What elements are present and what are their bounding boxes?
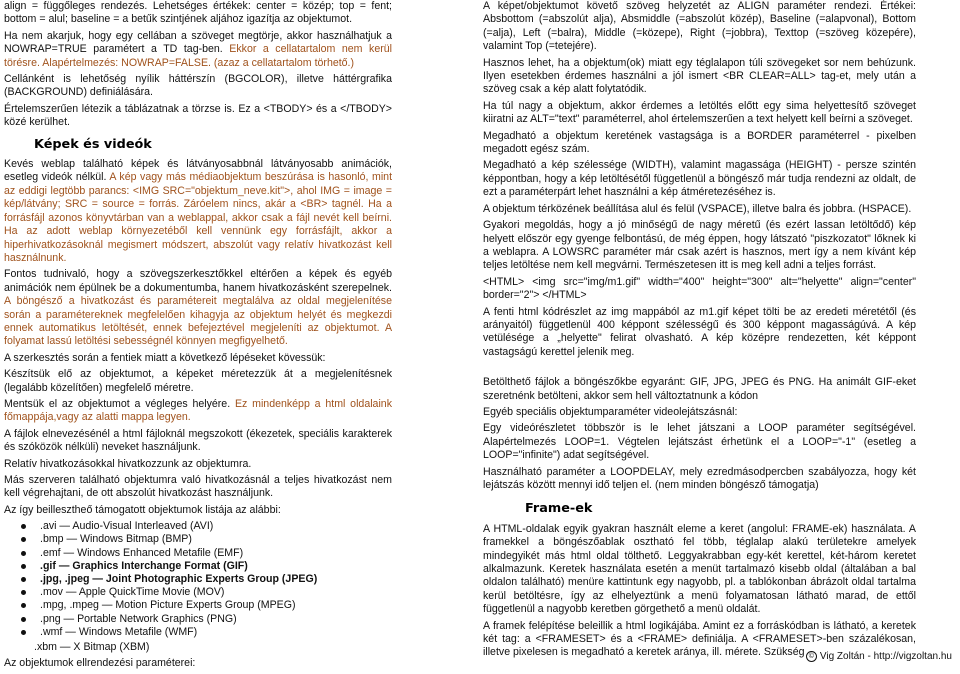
paragraph-tbody: Értelemszerűen létezik a táblázatnak a törzse is. Ez a <TBODY> és a </TBODY> közé kerülhet.: [4, 102, 392, 129]
format-list-item: .mov — Apple QuickTime Movie (MOV): [40, 586, 392, 599]
paragraph-width-height: Megadható a kép szélessége (WIDTH), valamint magassága (HEIGHT) - persze szintén képpontban, hogy a kép letöltésétől függetlenül a böngésző már tudja rendezni az oldalt, de ezt a paraméterpárt lehet használni a kép átméretezéséhez is.: [483, 159, 916, 199]
paragraph-align-param: A képet/objektumot követő szöveg helyzetét az ALIGN paraméter rendezi. Értékei: Absbottom (=abszolút alja), Absmiddle (=abszolút közép), Baseline (=alapvonal), Bottom (=alja), Left (=balra), Middle (=közepe), Right (=jobbra), Texttop (=szöveg közepére), valamint Top (=tetejére).: [483, 0, 916, 53]
bullet-icon: [21, 564, 26, 569]
supported-formats-list: [4, 520, 392, 639]
paragraph-linking: Fontos tudnivaló, hogy a szövegszerkesztőkkel eltérően a képek és egyéb animációk nem épülnek be a dokumentumba, hanem hivatkozásként szerepelnek. A böngésző a hivatkozást és paramétereit megtalálva az oldal megjelenítése során a paramétereknek megfelelően kihagyja az objektum helyét és megkezdi ennek automatikus letöltését, ennek befejeztével megjeleníti az objektumot. A folyamat lassú letöltési sebességnél könnyen megfigyelhető.: [4, 268, 393, 348]
paragraph-absolute-links: Más szerveren található objektumra való hivatkozásnál a teljes hivatkozást nem kell végrehajtani, de ott abszolút hivatkozást használjunk.: [4, 474, 392, 500]
paragraph-bgcolor: Cellánként is lehetőség nyílik háttérszín (BGCOLOR), illetve háttérgrafika (BACKGROUND) definiálására.: [4, 73, 392, 99]
code-example: <HTML> <img src="img/m1.gif" width="400" height="300" alt="helyette" align="center" border="2"> </HTML>: [483, 275, 916, 302]
bullet-icon: [21, 617, 26, 622]
bullet-icon: [21, 524, 26, 529]
paragraph-loop: Egy videórészletet többször is le lehet játszani a LOOP paraméter segítségével. Alapértelmezés LOOP=1. Végtelen lejátszást érhetünk el a LOOP="-1" (esetleg a LOOP="infinite") adat segítségével.: [483, 422, 916, 462]
format-list-item: .emf — Windows Enhanced Metafile (EMF): [40, 547, 392, 560]
format-list-item: .jpg, .jpeg — Joint Photographic Experts Group (JPEG): [40, 573, 392, 586]
paragraph-steps-intro: A szerkesztés során a fentiek miatt a következő lépéseket kövessük:: [4, 351, 326, 364]
paragraph-layout-params: Az objektumok ellrendezési paraméterei:: [4, 657, 196, 670]
paragraph-save-object: Mentsük el az objektumot a végleges helyére. Ez mindenképp a html oldalaink főmappája,vagy az alatti mappa legyen.: [4, 397, 392, 424]
left-column: [4, 0, 392, 674]
paragraph-code-explanation: A fenti html kódrészlet az img mappából az m1.gif képet tölti be az eredeti méretétől (és arányaitól) függetlenül 400 képpont szélességű és 300 képpont magasságúvá. A kép vetülésége a „helyette" felirat olvasható. A kép középre rendezetten, két képpont vastagságú kerettel jelenik meg.: [483, 305, 916, 358]
copyright-icon: ©: [806, 651, 817, 662]
format-list-item: .png — Portable Network Graphics (PNG): [40, 613, 392, 626]
bullet-icon: [21, 630, 26, 635]
paragraph-alt-text: Ha túl nagy a objektum, akkor érdemes a letöltés előtt egy sima helyettesítő szöveget kiiratni az ALT="text" paraméterrel, ahol értelemszerűen a text helyett kell beírni a szöveget.: [483, 99, 916, 126]
paragraph-frameset: A framek felépítése beleillik a html logikájába. Amint ez a forráskódban is látható, a keretek két tag: a <FRAMESET> és a <FRAME> definiálja. A <FRAMESET>-ben százalékosan, illetve pixelesen is megadható a keretek aránya, ill. mérete. Szükség: [483, 619, 916, 659]
paragraph-nowrap: [4, 30, 392, 70]
bullet-icon: [21, 603, 26, 608]
paragraph-br-clear: Hasznos lehet, ha a objektum(ok) miatt egy téglalapon túli szövegeket sor nem behúzunk. Ilyen esetekben érdemes használni a jól ismert <BR CLEAR=ALL> tag-et, mely után a szöveg csak a kép alatt folytatódik.: [483, 56, 916, 96]
paragraph-img-tag: Kevés weblap található képek és látványosabbnál látványosabb animációk, esetleg videók nélkül. A kép vagy más médiaobjektum beszúrása is hasonló, mint az eddigi legtöbb parancs: <IMG SRC="objektum_neve.kit">, ahol IMG = image = kép/látvány; SRC = source = forrás. Záróelem nincs, akár a <BR> tagnél. Ha a forrásfájl azonos könyvtárban van a weblappal, akkor csak a fájl nevét kell beírni. Ha az adott weblap környezetéből kell vennünk egy forrásfájlt, akkor a hiperhivatkozásoknál megismert módszert, abszolút vagy relatív hivatkozást kell használnunk.: [4, 158, 393, 264]
format-list-item: .avi — Audio-Visual Interleaved (AVI): [40, 520, 392, 533]
paragraph-relative-links: Relatív hivatkozásokkal hivatkozzunk az objektumra.: [4, 457, 252, 470]
heading-frames: Frame-ek: [525, 501, 593, 517]
paragraph-loopdelay: Használható paraméter a LOOPDELAY, mely ezredmásodpercben szabályozza, hogy két lejátszás között mennyi idő teljen el. (nem minden böngésző támogatja): [483, 465, 916, 491]
paragraph-valign: align = függőleges rendezés. Lehetséges értékek: center = közép; top = fent; bottom = alul; baseline = a betűk szintjének aljához igazítja az objektumot.: [4, 0, 392, 26]
heading-images-videos: Képek és videók: [34, 136, 152, 152]
footer-credit: [806, 651, 952, 662]
paragraph-lowsrc: Gyakori megoldás, hogy a jó minőségű de nagy méretű (és ezért lassan letöltődő) kép helyett először egy gyenge felbontású, de még éppen, hogy látszató "piszkozatot" lőknek ki a weblapra. A LOWSRC paraméter már csak azért is hasznos, mert így a nem kívánt kép teljes letöltése nem kell megvárni. Természetesen itt is meg kell adni a teljes forrást.: [483, 219, 916, 272]
paragraph-spacing: A objektum térközének beállítása alul és felül (VSPACE), illetve balra és jobbra. (HSPACE).: [483, 202, 912, 215]
bullet-icon: [21, 577, 26, 582]
paragraph-border: Megadható a objektum keretének vastagsága is a BORDER paraméterrel - pixelben megadott egész szám.: [483, 129, 916, 156]
right-column: [483, 0, 916, 663]
nowrap-sentence-b: Ekkor a cellatartalom nem kerül törésre. Alapértelmezés: NOWRAP=FALSE. (azaz a cellatartalom törhető.): [4, 43, 392, 69]
format-xbm: .xbm — X Bitmap (XBM): [34, 641, 150, 654]
paragraph-prepare-object: Készítsük elő az objektumot, a képeket méretezzük át a megjelenítésnek (legalább közelítően) megfelelő méretre.: [4, 368, 392, 394]
format-list-item: .gif — Graphics Interchange Format (GIF): [40, 560, 392, 573]
paragraph-file-naming: A fájlok elnevezésénél a html fájloknál megszokott (ékezetek, speciális karakterek és szóközök nélküli) neveket használjunk.: [4, 427, 392, 454]
paragraph-video-params-intro: Egyéb speciális objektumparaméter videolejátszásnál:: [483, 405, 738, 418]
paragraph-supported-list-intro: Az így beillesztheő támogatott objektumok listája az alábbi:: [4, 503, 281, 516]
bullet-icon: [21, 590, 26, 595]
bullet-icon: [21, 537, 26, 542]
bullet-icon: [21, 551, 26, 556]
nowrap-sentence-a: Ha nem akarjuk, hogy egy cellában a szöveget megtörje, akkor használhatjuk a NOWRAP=TRUE paramétert a TD tag-ben.: [4, 29, 392, 56]
paragraph-frames-intro: A HTML-oldalak egyik gyakran használt eleme a keret (angolul: FRAME-ek) használata. A framekkel a böngészőablak osztható fel több, téglalap alakú területekre amelyek mindegyikét más html oldal tölthető. Leggyakrabban egy-két kerettel, két-három keretet alkalmazunk. Keretek használata esetén a menüt tartalmazó kisebb oldal (általában a bal oldalon található) menüre kattintunk egy nagyobb, pl. a tablókonban ábrázolt oldal tartalma kerül betöltésre, így az elhelyeztünk a menü folyamatosan látható marad, de ettől függetlenül a nagyobb keretben görgethető a menü oldalát.: [483, 522, 916, 616]
format-list-item: .bmp — Windows Bitmap (BMP): [40, 533, 392, 546]
paragraph-supported-images: Betölthető fájlok a böngészőkbe egyaránt: GIF, JPG, JPEG és PNG. Ha animált GIF-eket szeretnénk betölteni, akkor sem hell változtatnunk a kódon: [483, 376, 916, 402]
footer-author-link[interactable]: Vig Zoltán - http://vigzoltan.hu: [819, 651, 952, 662]
format-list-item: .mpg, .mpeg — Motion Picture Experts Group (MPEG): [40, 599, 392, 612]
format-list-item: .wmf — Windows Metafile (WMF): [40, 626, 392, 639]
